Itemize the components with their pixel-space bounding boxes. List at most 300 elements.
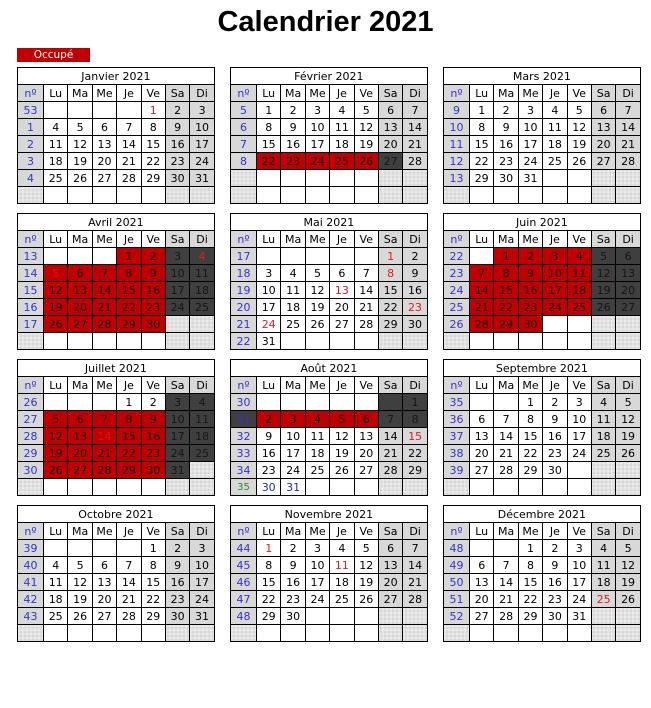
day-cell: 8 [141, 119, 165, 136]
day-cell: 28 [354, 316, 378, 333]
empty-day-cell [190, 333, 214, 350]
day-cell: 15 [494, 282, 518, 299]
day-cell: 20 [591, 136, 615, 153]
week-number-cell: 41 [18, 574, 44, 591]
day-header-cell: Lu [44, 377, 68, 394]
empty-day-cell [616, 187, 641, 204]
day-header-cell: Me [305, 231, 329, 248]
empty-day-cell [281, 170, 305, 187]
day-header-cell: Di [616, 85, 641, 102]
empty-week-cell [18, 187, 44, 204]
day-header-cell: Me [92, 377, 116, 394]
day-cell: 24 [305, 153, 329, 170]
day-cell: 25 [305, 462, 329, 479]
empty-week-cell [444, 187, 470, 204]
day-cell: 4 [305, 411, 329, 428]
day-cell: 10 [543, 265, 567, 282]
empty-day-cell [68, 394, 92, 411]
day-cell: 5 [616, 540, 640, 557]
day-cell: 26 [591, 299, 615, 316]
day-cell: 4 [591, 540, 615, 557]
day-header-cell: Ma [494, 523, 518, 540]
empty-day-cell [616, 608, 640, 625]
day-header-cell: Sa [591, 523, 615, 540]
week-number-cell: 10 [444, 119, 470, 136]
day-header-cell: Me [305, 523, 329, 540]
empty-week-cell [444, 479, 470, 496]
day-cell: 24 [305, 591, 329, 608]
day-cell: 2 [165, 102, 189, 119]
week-number-cell: 49 [444, 557, 470, 574]
day-cell: 6 [378, 102, 402, 119]
week-number-cell: 25 [444, 299, 470, 316]
empty-day-cell [44, 333, 68, 350]
week-number-cell: 24 [444, 282, 470, 299]
day-cell: 29 [257, 608, 281, 625]
empty-day-cell [330, 170, 354, 187]
day-header-cell: Di [403, 85, 427, 102]
day-cell: 20 [378, 136, 402, 153]
day-cell: 28 [117, 170, 141, 187]
page-title: Calendrier 2021 [217, 6, 434, 38]
week-number-cell: 21 [231, 316, 257, 333]
day-cell: 19 [616, 574, 640, 591]
week-number-header: nº [444, 377, 470, 394]
day-cell: 16 [141, 282, 165, 299]
empty-day-cell [68, 333, 92, 350]
week-number-cell: 13 [18, 248, 44, 265]
day-cell: 11 [281, 282, 305, 299]
month-table [17, 359, 215, 496]
day-header-cell: Sa [591, 85, 615, 102]
empty-day-cell [165, 187, 189, 204]
day-cell: 28 [92, 462, 116, 479]
day-cell: 13 [68, 282, 92, 299]
day-cell: 21 [494, 445, 518, 462]
day-header-cell: Sa [378, 231, 402, 248]
day-cell: 18 [190, 428, 214, 445]
day-cell: 15 [117, 282, 141, 299]
week-number-cell: 12 [444, 153, 470, 170]
day-header-cell: Me [518, 377, 542, 394]
day-cell: 4 [190, 248, 214, 265]
day-cell: 10 [165, 411, 189, 428]
day-header-cell: Sa [591, 231, 615, 248]
week-number-cell: 35 [444, 394, 470, 411]
day-header-cell: Je [330, 523, 354, 540]
day-cell: 11 [591, 557, 615, 574]
day-header-cell: Je [117, 85, 141, 102]
empty-day-cell [470, 187, 494, 204]
day-cell: 6 [591, 102, 615, 119]
day-header-cell: Sa [165, 377, 189, 394]
day-cell: 18 [305, 445, 329, 462]
day-cell: 29 [141, 170, 165, 187]
day-cell: 29 [117, 462, 141, 479]
week-number-cell: 50 [444, 574, 470, 591]
day-cell: 8 [257, 119, 281, 136]
day-header-cell: Lu [470, 231, 494, 248]
day-cell: 26 [305, 316, 329, 333]
day-cell: 26 [354, 591, 378, 608]
day-cell: 30 [403, 316, 427, 333]
month-title: Septembre 2021 [444, 360, 641, 377]
day-cell: 26 [616, 591, 640, 608]
empty-day-cell [141, 479, 165, 496]
day-cell: 23 [141, 299, 165, 316]
day-cell: 13 [470, 428, 494, 445]
empty-day-cell [518, 479, 542, 496]
week-number-header: nº [444, 231, 470, 248]
month-table [443, 67, 641, 204]
week-number-header: nº [231, 523, 257, 540]
day-cell: 3 [165, 394, 189, 411]
day-cell: 11 [591, 411, 615, 428]
day-cell: 14 [494, 574, 518, 591]
day-cell: 22 [494, 299, 518, 316]
day-header-cell: Sa [378, 377, 402, 394]
day-cell: 19 [68, 591, 92, 608]
day-cell: 18 [330, 574, 354, 591]
day-cell: 5 [68, 119, 92, 136]
day-cell: 20 [616, 282, 641, 299]
day-cell: 13 [378, 557, 402, 574]
day-cell: 30 [494, 170, 518, 187]
month-table [17, 505, 215, 642]
day-cell: 2 [543, 394, 567, 411]
day-cell: 17 [190, 136, 214, 153]
day-cell: 14 [92, 428, 116, 445]
day-cell: 17 [305, 574, 329, 591]
day-cell: 3 [257, 265, 281, 282]
day-cell: 24 [567, 591, 591, 608]
day-cell: 10 [567, 411, 591, 428]
empty-day-cell [117, 187, 141, 204]
day-cell: 22 [117, 445, 141, 462]
day-cell: 17 [165, 428, 189, 445]
day-cell: 24 [165, 445, 189, 462]
month-table [443, 359, 641, 496]
day-cell: 9 [165, 557, 189, 574]
day-cell: 24 [165, 299, 189, 316]
day-cell: 7 [117, 119, 141, 136]
day-cell: 27 [68, 316, 92, 333]
day-header-cell: Je [543, 523, 567, 540]
day-cell: 7 [403, 102, 427, 119]
day-cell: 9 [281, 557, 305, 574]
day-cell: 28 [92, 316, 116, 333]
day-cell: 8 [494, 265, 518, 282]
day-cell: 10 [567, 557, 591, 574]
day-cell: 17 [518, 136, 542, 153]
day-cell: 21 [354, 299, 378, 316]
day-header-cell: Je [117, 523, 141, 540]
day-cell: 1 [141, 102, 165, 119]
day-header-cell: Di [403, 523, 428, 540]
day-cell: 26 [330, 462, 354, 479]
empty-day-cell [518, 625, 542, 642]
day-header-cell: Ve [567, 523, 591, 540]
day-cell: 5 [68, 557, 92, 574]
empty-week-cell [231, 170, 257, 187]
week-number-cell: 40 [18, 557, 44, 574]
day-header-cell: Lu [44, 231, 68, 248]
day-cell: 4 [330, 540, 354, 557]
day-header-cell: Je [117, 377, 141, 394]
day-cell: 20 [354, 445, 378, 462]
day-cell: 2 [141, 248, 165, 265]
day-cell: 7 [354, 265, 378, 282]
month-title: Août 2021 [231, 360, 428, 377]
day-cell: 4 [44, 557, 68, 574]
empty-day-cell [518, 333, 542, 350]
day-cell: 19 [330, 445, 354, 462]
day-cell: 1 [403, 394, 427, 411]
day-cell: 27 [470, 462, 494, 479]
day-cell: 27 [92, 170, 116, 187]
week-number-header: nº [231, 231, 257, 248]
month-title: Novembre 2021 [231, 506, 428, 523]
empty-day-cell [591, 608, 615, 625]
empty-week-cell [231, 625, 257, 642]
day-cell: 18 [591, 574, 615, 591]
empty-day-cell [354, 333, 378, 350]
day-cell: 14 [92, 282, 116, 299]
week-number-cell: 6 [231, 119, 257, 136]
empty-day-cell [44, 479, 68, 496]
month-table [17, 67, 215, 204]
week-number-header: nº [444, 85, 470, 102]
empty-day-cell [378, 479, 402, 496]
week-number-cell: 23 [444, 265, 470, 282]
day-header-cell: Sa [165, 85, 189, 102]
day-cell: 6 [330, 265, 354, 282]
day-cell: 12 [305, 282, 329, 299]
empty-day-cell [494, 625, 518, 642]
day-header-cell: Me [92, 523, 116, 540]
day-cell: 30 [141, 316, 165, 333]
day-cell: 21 [378, 445, 402, 462]
day-cell: 31 [257, 333, 281, 350]
day-cell: 3 [190, 540, 214, 557]
day-cell: 11 [567, 265, 591, 282]
day-cell: 10 [305, 557, 329, 574]
day-cell: 1 [141, 540, 165, 557]
day-header-cell: Me [305, 377, 329, 394]
day-cell: 13 [354, 428, 378, 445]
day-cell: 27 [378, 153, 402, 170]
day-cell: 25 [591, 445, 615, 462]
day-cell: 23 [281, 153, 305, 170]
empty-day-cell [591, 479, 615, 496]
day-cell: 10 [165, 265, 189, 282]
day-cell: 16 [543, 428, 567, 445]
day-cell: 14 [354, 282, 378, 299]
empty-week-cell [444, 333, 470, 350]
day-header-cell: Ma [281, 85, 305, 102]
month-title: Avril 2021 [18, 214, 215, 231]
day-cell: 23 [543, 445, 567, 462]
day-header-cell: Ma [281, 377, 305, 394]
day-cell: 19 [567, 136, 591, 153]
day-cell: 27 [330, 316, 354, 333]
day-header-cell: Ma [281, 523, 305, 540]
day-cell: 26 [68, 170, 92, 187]
day-cell: 6 [378, 540, 402, 557]
week-number-cell: 52 [444, 608, 470, 625]
day-cell: 25 [44, 608, 68, 625]
occupied-legend: Occupé [17, 48, 90, 62]
day-cell: 24 [257, 316, 281, 333]
empty-day-cell [494, 479, 518, 496]
day-cell: 10 [257, 282, 281, 299]
empty-day-cell [257, 625, 281, 642]
week-number-cell: 14 [18, 265, 44, 282]
empty-day-cell [616, 625, 640, 642]
day-cell: 9 [403, 265, 427, 282]
month-title: Mars 2021 [444, 68, 641, 85]
day-cell: 6 [68, 411, 92, 428]
day-cell: 18 [591, 428, 615, 445]
empty-day-cell [257, 170, 281, 187]
empty-day-cell [92, 248, 116, 265]
empty-day-cell [68, 248, 92, 265]
day-header-cell: Di [403, 231, 427, 248]
day-header-cell: Sa [165, 231, 189, 248]
month-table [443, 213, 641, 350]
day-cell: 4 [190, 394, 214, 411]
day-cell: 19 [68, 153, 92, 170]
day-cell: 2 [257, 411, 281, 428]
empty-day-cell [591, 462, 615, 479]
empty-day-cell [165, 333, 189, 350]
day-cell: 30 [141, 462, 165, 479]
empty-day-cell [403, 170, 427, 187]
empty-day-cell [281, 394, 305, 411]
empty-day-cell [494, 187, 518, 204]
day-header-cell: Sa [591, 377, 615, 394]
empty-day-cell [470, 248, 494, 265]
day-header-cell: Je [330, 231, 354, 248]
day-header-cell: Ve [141, 523, 165, 540]
week-number-cell: 28 [18, 428, 44, 445]
day-cell: 28 [403, 591, 428, 608]
empty-day-cell [354, 608, 378, 625]
empty-day-cell [330, 187, 354, 204]
day-cell: 1 [470, 102, 494, 119]
day-cell: 27 [92, 608, 116, 625]
day-cell: 16 [165, 136, 189, 153]
week-number-cell: 38 [444, 445, 470, 462]
day-cell: 1 [117, 394, 141, 411]
day-cell: 1 [378, 248, 402, 265]
day-cell: 5 [305, 265, 329, 282]
day-cell: 12 [591, 265, 615, 282]
day-cell: 21 [403, 574, 428, 591]
day-cell: 3 [567, 394, 591, 411]
day-cell: 13 [68, 428, 92, 445]
day-cell: 16 [494, 136, 518, 153]
day-cell: 24 [281, 462, 305, 479]
day-cell: 30 [165, 608, 189, 625]
week-number-cell: 43 [18, 608, 44, 625]
day-header-cell: Ma [494, 231, 518, 248]
day-cell: 25 [190, 299, 214, 316]
day-header-cell: Je [543, 377, 567, 394]
day-header-cell: Ma [68, 231, 92, 248]
day-cell: 28 [470, 316, 494, 333]
day-cell: 30 [543, 608, 567, 625]
day-header-cell: Lu [257, 231, 281, 248]
day-header-cell: Me [305, 85, 329, 102]
day-cell: 1 [494, 248, 518, 265]
day-cell: 3 [518, 102, 542, 119]
week-number-header: nº [18, 523, 44, 540]
day-cell: 26 [68, 608, 92, 625]
day-cell: 8 [117, 411, 141, 428]
day-header-cell: Lu [257, 85, 281, 102]
day-header-cell: Sa [378, 85, 402, 102]
week-number-cell: 7 [231, 136, 257, 153]
day-cell: 23 [257, 462, 281, 479]
week-number-cell: 3 [18, 153, 44, 170]
months-grid [17, 67, 640, 642]
day-cell: 7 [470, 265, 494, 282]
week-number-cell: 30 [18, 462, 44, 479]
week-number-cell: 47 [231, 591, 257, 608]
day-cell: 13 [378, 119, 402, 136]
empty-day-cell [257, 248, 281, 265]
day-header-cell: Je [543, 231, 567, 248]
day-cell: 19 [354, 574, 378, 591]
day-cell: 20 [470, 445, 494, 462]
week-number-cell: 48 [444, 540, 470, 557]
day-cell: 17 [567, 574, 591, 591]
day-cell: 18 [543, 136, 567, 153]
day-cell: 12 [354, 119, 378, 136]
day-cell: 11 [543, 119, 567, 136]
empty-day-cell [68, 540, 92, 557]
day-cell: 4 [330, 102, 354, 119]
day-cell: 8 [403, 411, 427, 428]
week-number-cell: 26 [444, 316, 470, 333]
day-header-cell: Ma [494, 377, 518, 394]
empty-day-cell [470, 540, 494, 557]
empty-day-cell [305, 248, 329, 265]
empty-day-cell [403, 479, 427, 496]
week-number-header: nº [231, 377, 257, 394]
day-cell: 21 [92, 299, 116, 316]
day-cell: 6 [470, 411, 494, 428]
day-cell: 15 [141, 136, 165, 153]
week-number-header: nº [18, 231, 44, 248]
week-number-header: nº [18, 377, 44, 394]
day-header-cell: Je [330, 377, 354, 394]
day-cell: 31 [518, 170, 542, 187]
day-cell: 30 [543, 462, 567, 479]
day-cell: 19 [44, 299, 68, 316]
day-cell: 9 [141, 411, 165, 428]
day-cell: 10 [305, 119, 329, 136]
empty-day-cell [591, 333, 615, 350]
day-cell: 12 [616, 411, 640, 428]
day-cell: 13 [616, 265, 641, 282]
day-cell: 26 [44, 316, 68, 333]
day-header-cell: Di [190, 231, 214, 248]
day-cell: 28 [494, 608, 518, 625]
day-cell: 10 [190, 557, 214, 574]
week-number-cell: 8 [231, 153, 257, 170]
